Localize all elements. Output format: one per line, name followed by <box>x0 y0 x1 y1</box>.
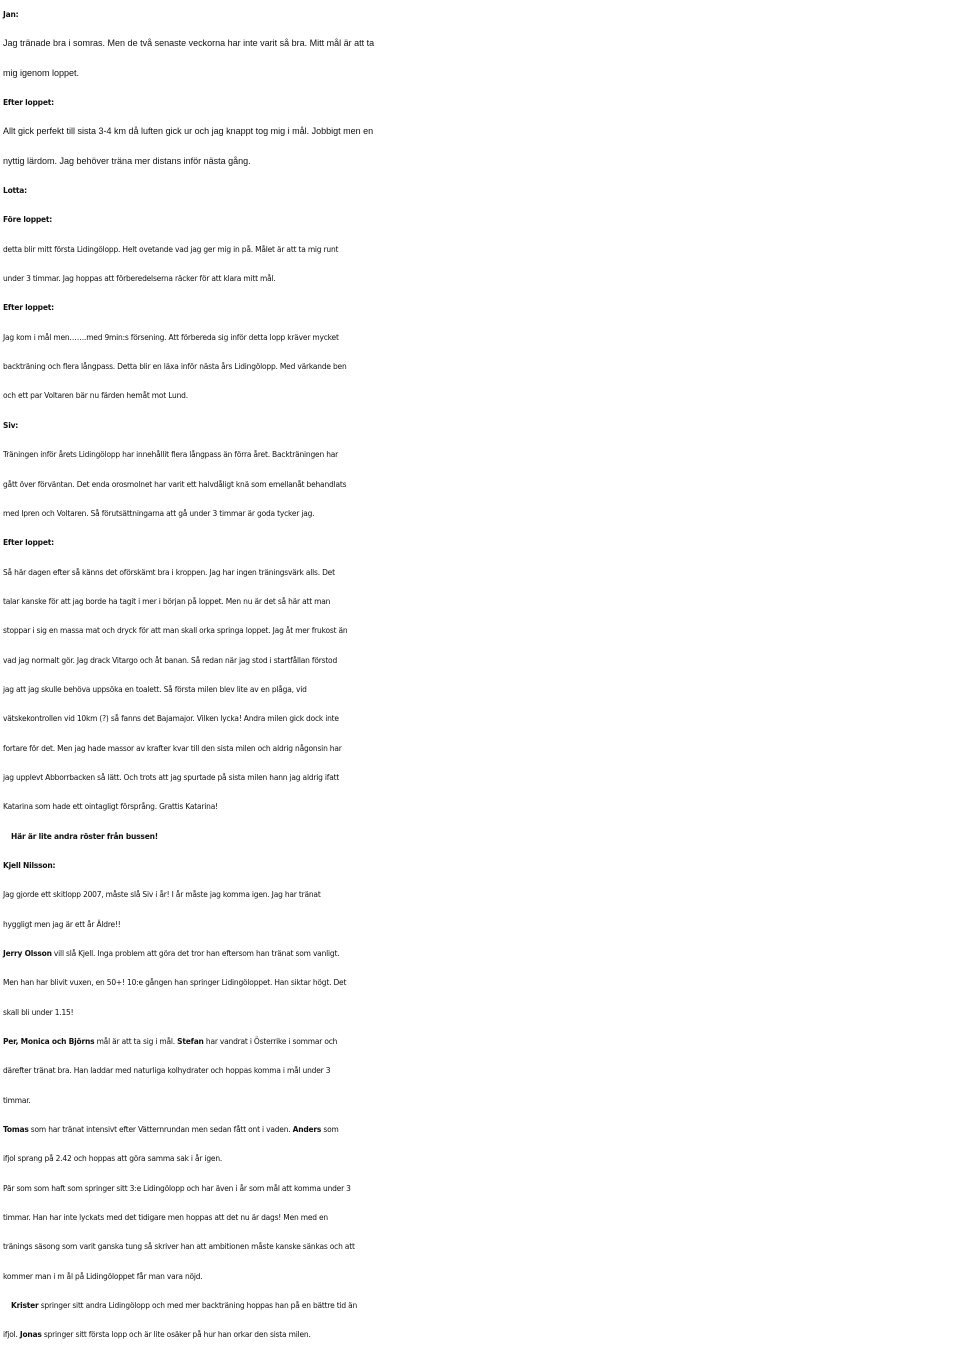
text-span: stoppar i sig en massa mat och dryck för att man skall orka springa loppet. Jag åt mer frukost än <box>3 626 348 636</box>
text-span: som har tränat intensivt efter Vätternrundan men sedan fått ont i vaden. <box>28 1125 293 1135</box>
text-line <box>3 1232 958 1261</box>
text-span: vätskekontrollen vid 10km (?) så fanns det Bajamajor. Vilken lycka! Andra milen gick dock inte <box>3 714 339 724</box>
text-span: skall bli under 1.15! <box>3 1007 74 1017</box>
text-line <box>3 1115 958 1144</box>
text-line <box>3 323 958 352</box>
text-span: under 3 timmar. Jag hoppas att förberedelserna räcker för att klara mitt mål. <box>3 274 276 284</box>
text-span: Men han har blivit vuxen, en 50+! 10:e gången han springer Lidingöloppet. Han siktar högt. Det <box>3 978 347 988</box>
text-line <box>3 587 958 616</box>
text-line <box>3 880 958 909</box>
text-span: mål är att ta sig i mål. <box>94 1037 178 1047</box>
text-span: nyttig lärdom. Jag behöver träna mer distans inför nästa gång. <box>3 155 251 166</box>
bold-text: Jonas <box>19 1330 42 1340</box>
text-span: Jag tränade bra i somras. Men de två senaste veckorna har inte varit så bra. Mitt mål är att ta <box>3 38 375 49</box>
text-line <box>3 1027 958 1056</box>
text-span: backträning och flera långpass. Detta blir en läxa inför nästa års Lidingölopp. Med värkande ben <box>3 362 347 372</box>
text-line <box>3 1086 958 1115</box>
document-body <box>3 0 958 1350</box>
text-span: vill slå Kjell. Inga problem att göra det tror han eftersom han tränat som vanligt. <box>51 949 340 958</box>
text-span: som <box>321 1125 339 1135</box>
text-span: gått över förväntan. Det enda orosmolnet har varit ett halvdåligt knä som emellanåt behandlats <box>3 479 347 489</box>
text-line <box>3 939 958 968</box>
text-span: fortare för det. Men jag hade massor av krafter kvar till den sista milen och aldrig någonsin har <box>3 743 342 753</box>
text-line <box>3 147 958 176</box>
text-span: Jag kom i mål men…….med 9min:s försening. Att förbereda sig inför detta lopp kräver mycket <box>3 332 339 342</box>
text-line <box>3 1144 958 1173</box>
text-line <box>3 792 958 821</box>
text-line <box>3 1056 958 1085</box>
text-span: ifjol sprang på 2.42 och hoppas att göra samma sak i år igen. <box>3 1154 223 1164</box>
text-span: Träningen inför årets Lidingölopp har innehållit flera långpass än förra året. Backträningen har <box>3 450 339 460</box>
text-span: Allt gick perfekt till sista 3-4 km då luften gick ur och jag knappt tog mig i mål. Jobbigt men en <box>3 126 374 137</box>
text-line <box>3 998 958 1027</box>
text-line <box>3 1262 958 1291</box>
text-span: vad jag normalt gör. Jag drack Vitargo och åt banan. Så redan när jag stod i startfållan förstod <box>3 655 338 665</box>
text-line <box>3 1291 958 1320</box>
bold-text: Anders <box>292 1125 322 1135</box>
text-line <box>3 293 958 322</box>
text-line <box>3 822 958 851</box>
bold-text: Krister <box>11 1301 39 1311</box>
text-span: mig igenom loppet. <box>3 67 80 78</box>
text-line <box>3 1203 958 1232</box>
text-line <box>3 176 958 205</box>
bold-text: Efter loppet: <box>3 538 54 548</box>
text-line <box>3 910 958 939</box>
text-line <box>3 528 958 557</box>
text-line <box>3 205 958 234</box>
text-span: Så här dagen efter så känns det oförskämt bra i kroppen. Jag har ingen träningsvärk alls. Det <box>3 567 335 577</box>
text-line <box>3 646 958 675</box>
text-span: därefter tränat bra. Han laddar med naturliga kolhydrater och hoppas komma i mål under 3 <box>3 1066 331 1076</box>
text-span: jag upplevt Abborrbacken så lätt. Och trots att jag spurtade på sista milen hann jag aldrig ifatt <box>3 772 340 782</box>
text-span: tränings säsong som varit ganska tung så skriver han att ambitionen måste kanske sänkas och att <box>3 1242 355 1252</box>
text-span: talar kanske för att jag borde ha tagit i mer i början på loppet. Men nu är det så här att man <box>3 596 331 606</box>
text-line <box>3 440 958 469</box>
text-line <box>3 616 958 645</box>
text-span: springer sitt andra Lidingölopp och med mer backträning hoppas han på en bättre tid än <box>38 1301 358 1311</box>
bold-text: Jerry Olsson <box>3 949 52 958</box>
text-line <box>3 558 958 587</box>
text-line <box>3 675 958 704</box>
text-line <box>3 851 958 880</box>
bold-text: Per, Monica och Björns <box>3 1037 95 1047</box>
text-span: har vandrat i Österrike i sommar och <box>203 1037 338 1047</box>
text-line <box>3 1320 958 1349</box>
text-line <box>3 264 958 293</box>
text-span: Jag gjorde ett skitlopp 2007, måste slå Siv i år! I år måste jag komma igen. Jag har tränat <box>3 890 321 900</box>
text-span: kommer man i m ål på Lidingöloppet får man vara nöjd. <box>3 1271 203 1281</box>
text-line <box>3 470 958 499</box>
text-line <box>3 499 958 528</box>
text-span: med Ipren och Voltaren. Så förutsättningarna att gå under 3 timmar är goda tycker jag. <box>3 508 315 518</box>
bold-text: Lotta: <box>3 186 27 196</box>
bold-text: Kjell Nilsson: <box>3 860 56 870</box>
text-span: detta blir mitt första Lidingölopp. Helt ovetande vad jag ger mig in på. Målet är att ta mig runt <box>3 244 339 254</box>
text-span: hyggligt men jag är ett år Äldre!! <box>3 919 121 929</box>
text-line <box>3 235 958 264</box>
text-line <box>3 29 958 58</box>
bold-text: Före loppet: <box>3 215 53 225</box>
text-span: timmar. <box>3 1095 31 1105</box>
bold-text: Jan: <box>3 10 19 19</box>
text-line <box>3 734 958 763</box>
text-span: timmar. Han har inte lyckats med det tidigare men hoppas att det nu är dags! Men med en <box>3 1213 328 1223</box>
text-line <box>3 1174 958 1203</box>
text-span: ifjol. <box>3 1330 20 1340</box>
text-line <box>3 968 958 997</box>
bold-text: Tomas <box>3 1125 29 1135</box>
bold-text: Här är lite andra röster från bussen! <box>11 831 158 841</box>
text-span: springer sitt första lopp och är lite osäker på hur han orkar den sista milen. <box>41 1330 311 1340</box>
bold-text: Stefan <box>177 1037 204 1047</box>
text-line <box>3 704 958 733</box>
text-line <box>3 0 958 29</box>
bold-text: Efter loppet: <box>3 98 54 108</box>
text-line <box>3 88 958 117</box>
text-line <box>3 352 958 381</box>
text-span: jag att jag skulle behöva uppsöka en toalett. Så första milen blev lite av en plåga, vid <box>3 684 307 694</box>
text-line <box>3 381 958 410</box>
bold-text: Siv: <box>3 420 19 430</box>
text-line <box>3 59 958 88</box>
text-line <box>3 763 958 792</box>
text-span: Pär som som haft som springer sitt 3:e Lidingölopp och har även i år som mål att komma under 3 <box>3 1183 351 1193</box>
text-line <box>3 117 958 146</box>
text-line <box>3 411 958 440</box>
text-span: och ett par Voltaren bär nu färden hemåt mot Lund. <box>3 391 188 401</box>
text-span: Katarina som hade ett ointagligt försprång. Grattis Katarina! <box>3 802 218 812</box>
bold-text: Efter loppet: <box>3 303 54 313</box>
